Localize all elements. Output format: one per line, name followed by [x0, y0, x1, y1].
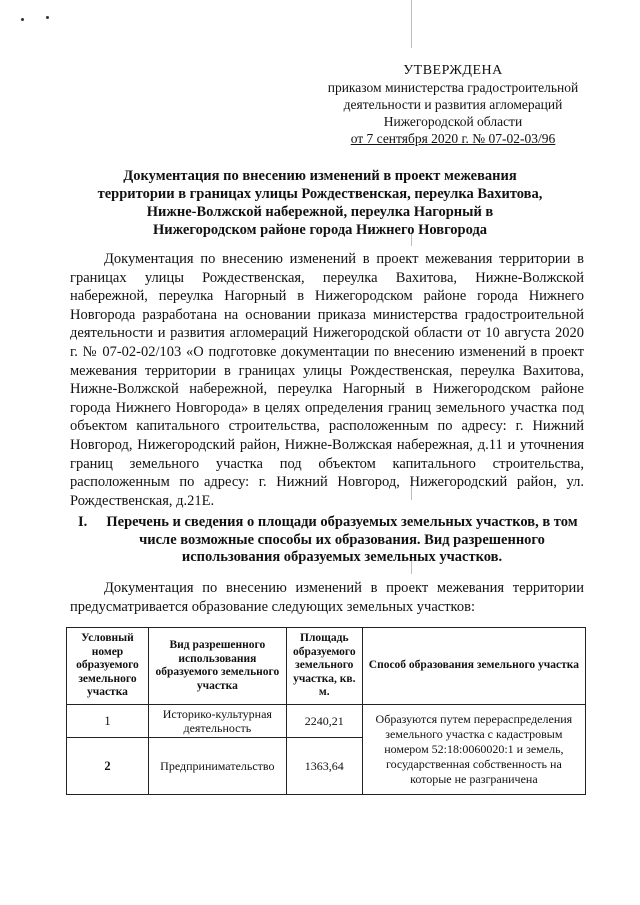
header-cell-method: Способ образования земельного участка [362, 628, 585, 705]
cell-number: 1 [67, 705, 149, 738]
approval-line: приказом министерства градостроительной [327, 80, 579, 95]
cell-use: Предпринимательство [148, 738, 286, 795]
approval-block [318, 62, 588, 147]
document-title [70, 167, 570, 239]
title-line: Нижегородском районе города Нижнего Новгорода [152, 222, 488, 238]
section-number: I. [78, 514, 88, 530]
intro-paragraph: Документация по внесению изменений в проект межевания территории в границах улицы Рождественская, переулка Вахитова, Нижне-Волжской набережной, переулка Нагорный в Нижегородском районе города Нижнего Новгорода разработана на основании приказа министерства градостроительной деятельности и развития агломераций Нижегородской области от 10 августа 2020 г. № 07-02-02/103 «О подготовке документации по внесению изменений в проект межевания территории в границах улицы Рождественская, переулка Вахитова, Нижне-Волжской набережной, переулка Нагорный в Нижегородском районе города Нижнего Новгорода» в целях определения границ земельного участка под объектом капитального строительства, расположенным по адресу: г. Нижний Новгород, Нижегородский район, Нижне-Волжская набережная, д.11 и уточнения границ земельного участка под объектом капитального строительства, расположенным по адресу: г. Нижний Новгород, Нижегородский район, ул. Рождественская, д.21Е. [70, 251, 584, 509]
header-cell-number: Условный номер образуемого земельного участка [67, 628, 149, 705]
title-line: территории в границах улицы Рождественская, переулка Вахитова, [97, 186, 543, 202]
cell-area: 1363,64 [286, 738, 362, 795]
approval-stamp: УТВЕРЖДЕНА [403, 63, 503, 78]
table-header-row [67, 628, 586, 705]
section-heading-text: Перечень и сведения о площади образуемых земельных участков, в том числе возможные способы их образования. Вид разрешенного использования образуемых земельных участков. [106, 514, 578, 565]
approval-line: деятельности и развития агломераций [343, 97, 563, 112]
header-cell-use: Вид разрешенного использования образуемого земельного участка [148, 628, 286, 705]
table-row [67, 705, 586, 738]
approval-line: Нижегородской области [383, 114, 523, 129]
parcels-table [66, 627, 586, 795]
title-line: Документация по внесению изменений в проект межевания [123, 168, 517, 184]
approval-order: от 7 сентября 2020 г. № 07-02-03/96 [350, 131, 556, 146]
cell-method: Образуются путем перераспределения земельного участка с кадастровым номером 52:18:0060020:1 и земель, государственная собственность на которые не разграничена [362, 705, 585, 795]
scan-artifact-line [411, 0, 412, 48]
cell-area: 2240,21 [286, 705, 362, 738]
section-paragraph: Документация по внесению изменений в проект межевания территории предусматривается образование следующих земельных участков: [70, 580, 584, 615]
header-cell-area: Площадь образуемого земельного участка, кв. м. [286, 628, 362, 705]
cell-number: 2 [67, 738, 149, 795]
section-heading [70, 514, 584, 567]
cell-use: Историко-культурная деятельность [148, 705, 286, 738]
title-line: Нижне-Волжской набережной, переулка Нагорный в [146, 204, 494, 220]
scan-speck [21, 18, 24, 21]
scan-speck [46, 16, 49, 19]
